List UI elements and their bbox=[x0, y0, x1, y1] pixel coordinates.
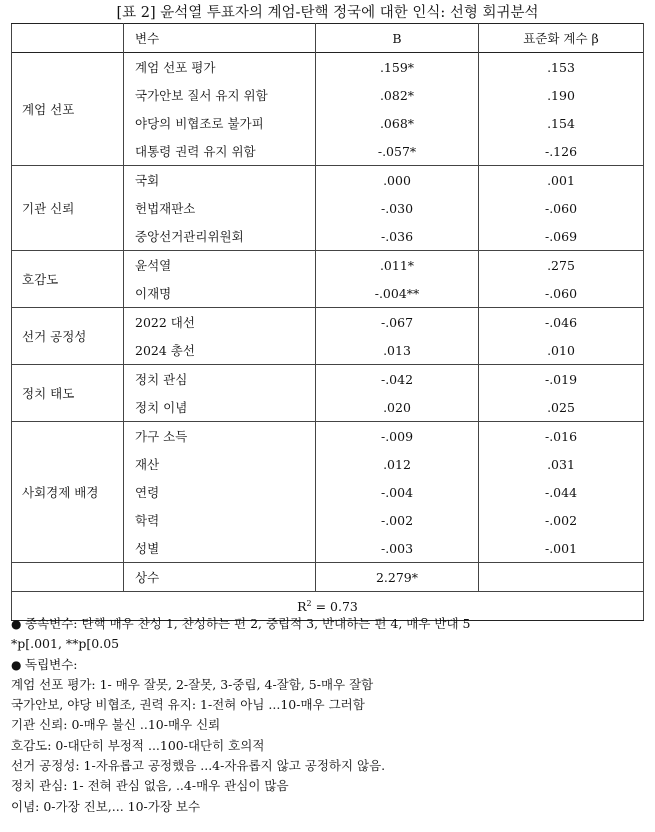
b-cell: -.009 bbox=[316, 422, 479, 451]
b-cell: -.004 bbox=[316, 478, 479, 506]
variable-cell: 정치 관심 bbox=[124, 365, 316, 394]
variable-cell: 계엄 선포 평가 bbox=[124, 53, 316, 82]
beta-cell: .001 bbox=[479, 166, 644, 195]
r-squared-label: R bbox=[297, 598, 307, 614]
b-cell: -.042 bbox=[316, 365, 479, 394]
beta-cell: .190 bbox=[479, 81, 644, 109]
header-b: B bbox=[316, 24, 479, 53]
b-cell: -.057* bbox=[316, 137, 479, 166]
beta-cell: -.044 bbox=[479, 478, 644, 506]
note-line: 정치 관심: 1- 전혀 관심 없음, ..4-매우 관심이 많음 bbox=[11, 778, 289, 794]
group-cell bbox=[12, 563, 124, 592]
variable-cell: 성별 bbox=[124, 534, 316, 563]
b-cell: .000 bbox=[316, 166, 479, 195]
variable-cell: 상수 bbox=[124, 563, 316, 592]
regression-table bbox=[11, 23, 644, 621]
table-row bbox=[12, 365, 644, 394]
b-cell: -.067 bbox=[316, 308, 479, 337]
header-beta: 표준화 계수 β bbox=[479, 24, 644, 53]
variable-cell: 가구 소득 bbox=[124, 422, 316, 451]
beta-cell: -.060 bbox=[479, 194, 644, 222]
variable-cell: 헌법재판소 bbox=[124, 194, 316, 222]
variable-cell: 2024 총선 bbox=[124, 336, 316, 365]
note-line: 국가안보, 야당 비협조, 권력 유지: 1-전혀 아님 ...10-매우 그러함 bbox=[11, 697, 365, 713]
variable-cell: 윤석열 bbox=[124, 251, 316, 280]
beta-cell: -.069 bbox=[479, 222, 644, 251]
note-line: 기관 신뢰: 0-매우 불신 ..10-매우 신뢰 bbox=[11, 717, 221, 733]
table-row bbox=[12, 251, 644, 280]
table-title: [표 2] 윤석열 투표자의 계엄-탄핵 정국에 대한 인식: 선형 회귀분석 bbox=[116, 5, 539, 21]
variable-cell: 연령 bbox=[124, 478, 316, 506]
group-cell: 계엄 선포 bbox=[12, 53, 124, 166]
group-cell: 선거 공정성 bbox=[12, 308, 124, 365]
note-dependent-text: 종속변수: 탄핵 매우 찬성 1, 찬성하는 편 2, 중립적 3, 반대하는 편 4, 매우 반대 5 bbox=[25, 616, 471, 631]
beta-cell bbox=[479, 563, 644, 592]
b-cell: .082* bbox=[316, 81, 479, 109]
beta-cell: -.002 bbox=[479, 506, 644, 534]
bullet-icon: ● bbox=[11, 617, 22, 631]
b-cell: .159* bbox=[316, 53, 479, 82]
b-cell: -.004** bbox=[316, 279, 479, 308]
b-cell: -.036 bbox=[316, 222, 479, 251]
note-independent-title bbox=[11, 655, 651, 675]
note-significance: *p[.001, **p[0.05 bbox=[11, 636, 120, 652]
beta-cell: -.060 bbox=[479, 279, 644, 308]
variable-cell: 국회 bbox=[124, 166, 316, 195]
variable-cell: 재산 bbox=[124, 450, 316, 478]
note-dependent bbox=[11, 614, 651, 634]
beta-cell: -.126 bbox=[479, 137, 644, 166]
b-cell: 2.279* bbox=[316, 563, 479, 592]
b-cell: .068* bbox=[316, 109, 479, 137]
variable-cell: 학력 bbox=[124, 506, 316, 534]
table-row bbox=[12, 563, 644, 592]
header-group-cell bbox=[12, 24, 124, 53]
beta-cell: -.016 bbox=[479, 422, 644, 451]
variable-cell: 국가안보 질서 유지 위함 bbox=[124, 81, 316, 109]
table-row bbox=[12, 308, 644, 337]
beta-cell: .275 bbox=[479, 251, 644, 280]
table-row bbox=[12, 166, 644, 195]
group-cell: 호감도 bbox=[12, 251, 124, 308]
beta-cell: .010 bbox=[479, 336, 644, 365]
variable-cell: 이재명 bbox=[124, 279, 316, 308]
variable-cell: 대통령 권력 유지 위함 bbox=[124, 137, 316, 166]
table-row bbox=[12, 422, 644, 451]
r-squared-sup: 2 bbox=[306, 598, 312, 608]
b-cell: .013 bbox=[316, 336, 479, 365]
group-cell: 기관 신뢰 bbox=[12, 166, 124, 251]
beta-cell: -.046 bbox=[479, 308, 644, 337]
b-cell: .012 bbox=[316, 450, 479, 478]
b-cell: -.030 bbox=[316, 194, 479, 222]
b-cell: -.002 bbox=[316, 506, 479, 534]
bullet-icon: ● bbox=[11, 657, 22, 672]
beta-cell: .154 bbox=[479, 109, 644, 137]
beta-cell: .153 bbox=[479, 53, 644, 82]
table-row bbox=[12, 53, 644, 82]
b-cell: .020 bbox=[316, 393, 479, 422]
beta-cell: -.001 bbox=[479, 534, 644, 563]
r-squared-value: = 0.73 bbox=[311, 598, 358, 614]
table-header-row bbox=[12, 24, 644, 53]
variable-cell: 2022 대선 bbox=[124, 308, 316, 337]
note-line: 호감도: 0-대단히 부정적 ...100-대단히 호의적 bbox=[11, 737, 265, 753]
note-line: 이념: 0-가장 진보,... 10-가장 보수 bbox=[11, 798, 201, 814]
variable-cell: 정치 이념 bbox=[124, 393, 316, 422]
b-cell: -.003 bbox=[316, 534, 479, 563]
variable-cell: 야당의 비협조로 불가피 bbox=[124, 109, 316, 137]
beta-cell: -.019 bbox=[479, 365, 644, 394]
group-cell: 사회경제 배경 bbox=[12, 422, 124, 563]
note-line: 선거 공정성: 1-자유롭고 공정했음 ...4-자유롭지 않고 공정하지 않음. bbox=[11, 758, 386, 774]
b-cell: .011* bbox=[316, 251, 479, 280]
note-independent-text: 독립변수: bbox=[25, 656, 78, 672]
header-variable: 변수 bbox=[124, 24, 316, 53]
notes bbox=[11, 614, 651, 817]
beta-cell: .031 bbox=[479, 450, 644, 478]
beta-cell: .025 bbox=[479, 393, 644, 422]
group-cell: 정치 태도 bbox=[12, 365, 124, 422]
variable-cell: 중앙선거관리위원회 bbox=[124, 222, 316, 251]
note-line: 계엄 선포 평가: 1- 매우 잘못, 2-잘못, 3-중립, 4-잘함, 5-매우 잘함 bbox=[11, 676, 374, 692]
